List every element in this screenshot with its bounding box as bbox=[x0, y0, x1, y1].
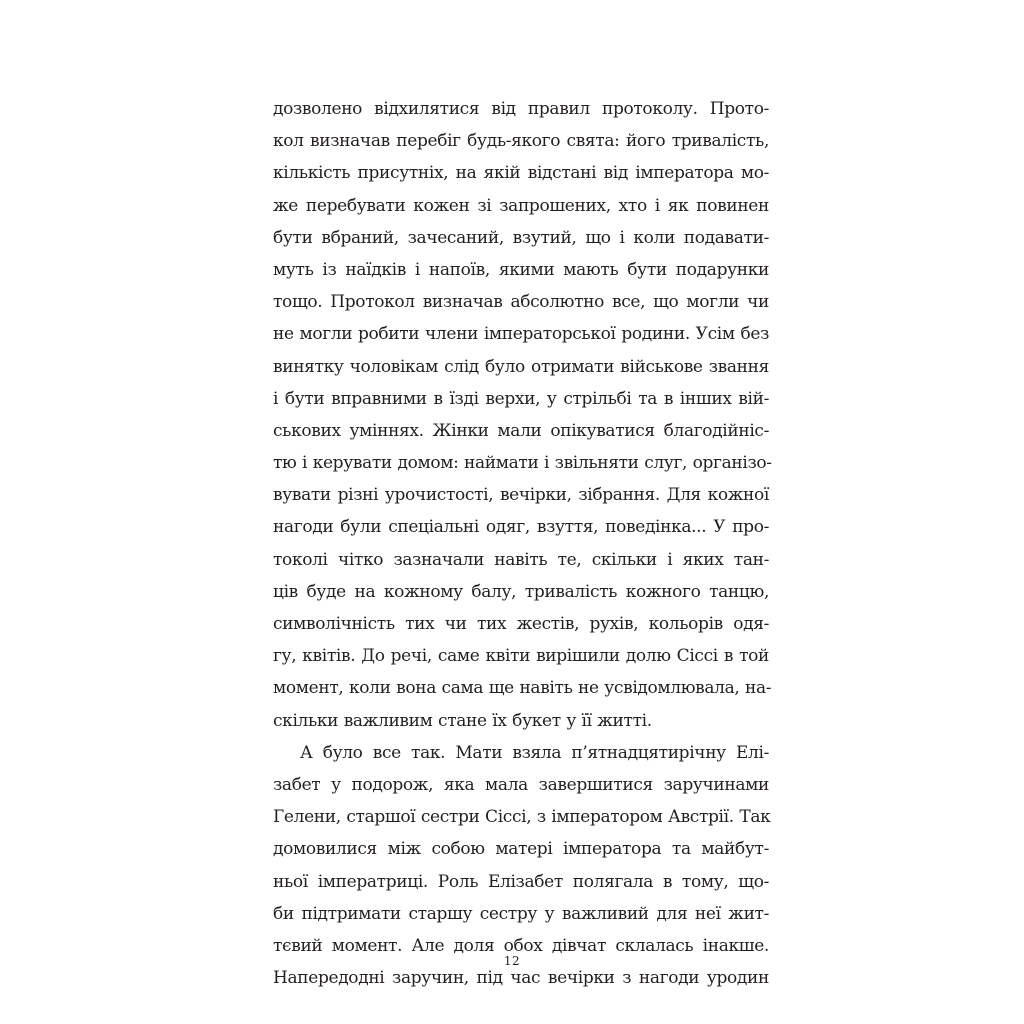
text-line: вувати різні урочистості, вечірки, зібрання. Для кожної bbox=[273, 485, 769, 506]
body-text bbox=[273, 93, 772, 994]
text-line: символічність тих чи тих жестів, рухів, кольорів одя- bbox=[273, 614, 769, 634]
text-line: тю і керувати домом: наймати і звільняти слуг, організо- bbox=[273, 453, 772, 474]
text-line: би підтримати старшу сестру у важливий для неї жит- bbox=[273, 903, 769, 924]
text-line: муть із наїдків і напоїв, якими мають бути подарунки bbox=[273, 259, 769, 280]
text-line: Напередодні заручин, під час вечірки з нагоди уродин bbox=[273, 968, 769, 989]
text-line: ньої імператриці. Роль Елізабет полягала в тому, що- bbox=[273, 871, 769, 892]
paragraph-start-line: А було все так. Мати взяла п’ятнадцятирічну Елі- bbox=[300, 742, 769, 763]
text-line: гу, квітів. До речі, саме квіти вирішили долю Сіссі в той bbox=[273, 646, 769, 667]
text-line: винятку чоловікам слід було отримати військове звання bbox=[273, 356, 769, 377]
text-line: не могли робити члени імператорської родини. Усім без bbox=[273, 324, 769, 345]
text-line: нагоди були спеціальні одяг, взуття, поведінка... У про- bbox=[273, 517, 769, 538]
text-line: домовилися між собою матері імператора та майбут- bbox=[273, 839, 769, 860]
text-line: і бути вправними в їзді верхи, у стрільбі та в інших вій- bbox=[273, 388, 769, 409]
paragraph-end-line: скільки важливим стане їх букет у її житті. bbox=[273, 710, 652, 731]
text-line: же перебувати кожен зі запрошених, хто і як повинен bbox=[273, 195, 769, 216]
text-line: токолі чітко зазначали навіть те, скільки і яких тан- bbox=[273, 549, 769, 570]
text-line: момент, коли вона сама ще навіть не усвідомлювала, на- bbox=[273, 678, 772, 699]
text-line: тєвий момент. Але доля обох дівчат склалась інакше. bbox=[273, 935, 769, 956]
text-line: тощо. Протокол визначав абсолютно все, що могли чи bbox=[273, 292, 769, 313]
text-line: кількість присутніх, на якій відстані від імператора мо- bbox=[273, 163, 769, 184]
text-line: ців буде на кожному балу, тривалість кожного танцю, bbox=[273, 581, 769, 602]
text-line: дозволено відхилятися від правил протоколу. Прото- bbox=[273, 99, 769, 119]
text-line: ськових уміннях. Жінки мали опікуватися благодійніс- bbox=[273, 420, 769, 441]
text-line: забет у подорож, яка мала завершитися заручинами bbox=[273, 774, 769, 795]
text-line: бути вбраний, зачесаний, взутий, що і коли подавати- bbox=[273, 227, 769, 248]
text-line: Гелени, старшої сестри Сіссі, з імператором Австрії. Так bbox=[273, 807, 771, 828]
page-number: 12 bbox=[503, 954, 521, 968]
text-line: кол визначав перебіг будь-якого свята: його тривалість, bbox=[273, 131, 769, 152]
